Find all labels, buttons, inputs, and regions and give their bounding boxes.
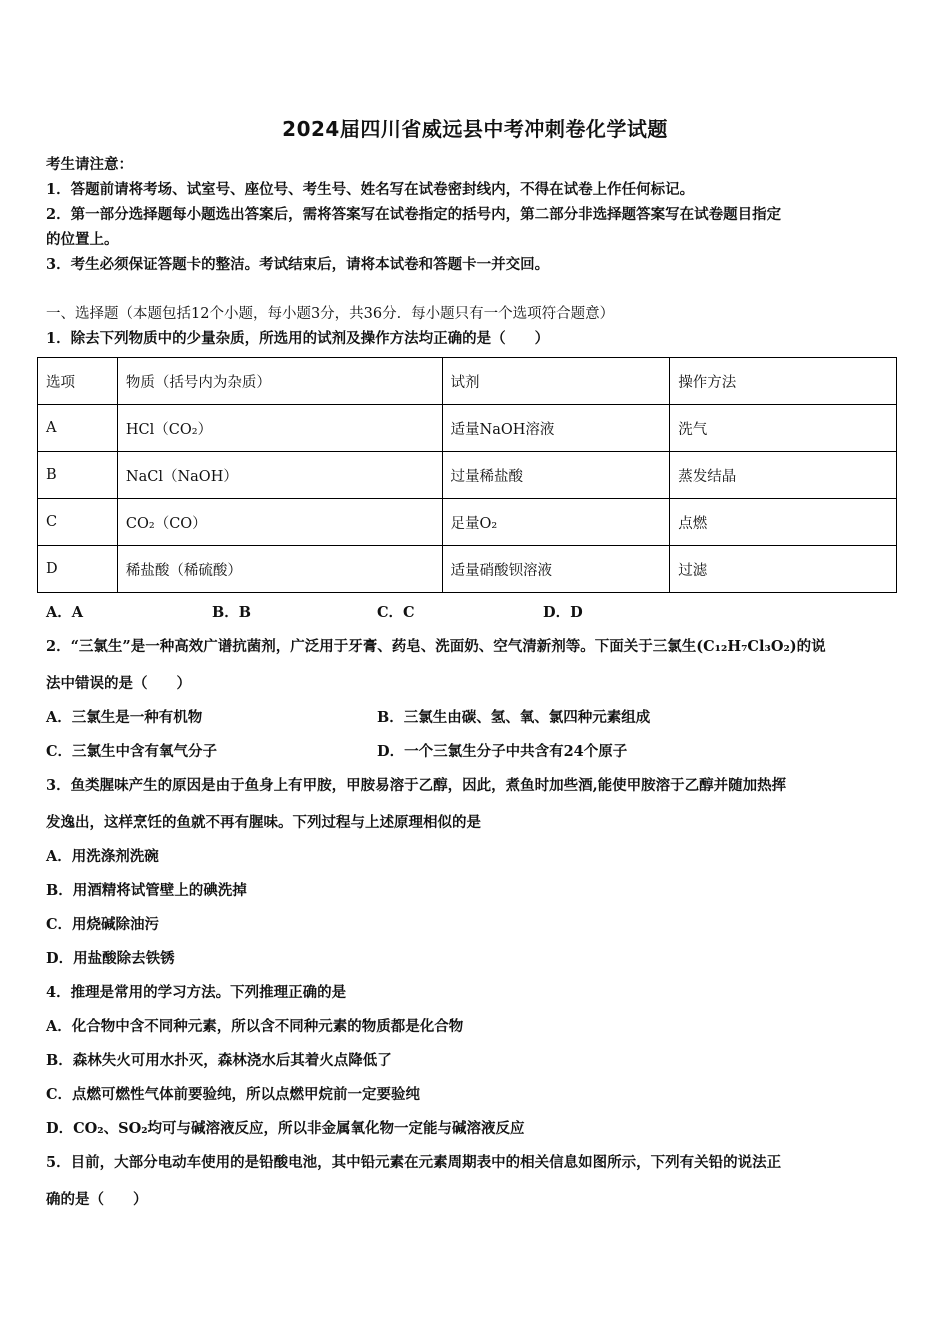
question-2-stem: 2．“三氯生”是一种高效广谱抗菌剂，广泛用于牙膏、药皂、洗面奶、空气清新剂等。下面关于三氯生(C₁₂H₇Cl₃O₂)的说: [46, 638, 826, 655]
notice-item: 的位置上。: [46, 231, 119, 248]
table-cell: NaCl（NaOH）: [117, 452, 442, 499]
table-cell: D: [38, 546, 118, 593]
question-5-stem: 5．目前，大部分电动车使用的是铅酸电池，其中铅元素在元素周期表中的相关信息如图所示，下列有关铅的说法正: [46, 1154, 782, 1171]
question-4-option-d: D．CO₂、SO₂均可与碱溶液反应，所以非金属氧化物一定能与碱溶液反应: [46, 1120, 525, 1137]
question-2-option-d: D．一个三氯生分子中共含有24个原子: [377, 743, 628, 760]
table-cell: A: [38, 405, 118, 452]
table-cell: CO₂（CO）: [117, 499, 442, 546]
question-1-option-a: A．A: [46, 604, 84, 621]
table-header-row: [38, 358, 897, 405]
question-4-option-a: A．化合物中含不同种元素，所以含不同种元素的物质都是化合物: [46, 1018, 464, 1035]
table-cell: 适量硝酸钡溶液: [442, 546, 670, 593]
question-3-option-c: C．用烧碱除油污: [46, 916, 160, 933]
question-1-option-c: C．C: [377, 604, 415, 621]
table-cell: 足量O₂: [442, 499, 670, 546]
table-header-cell: 操作方法: [670, 358, 897, 405]
question-2-option-a: A．三氯生是一种有机物: [46, 709, 203, 726]
question-3-option-a: A．用洗涤剂洗碗: [46, 848, 159, 865]
table-cell: 洗气: [670, 405, 897, 452]
question-3-option-b: B．用酒精将试管壁上的碘洗掉: [46, 882, 247, 899]
question-1-option-b: B．B: [212, 604, 252, 621]
table-cell: 过量稀盐酸: [442, 452, 670, 499]
notice-item: 2．第一部分选择题每小题选出答案后，需将答案写在试卷指定的括号内，第二部分非选择题答案写在试卷题目指定: [46, 206, 782, 223]
question-1-table: [37, 357, 897, 593]
table-cell: 适量NaOH溶液: [442, 405, 670, 452]
table-cell: 蒸发结晶: [670, 452, 897, 499]
table-cell: 稀盐酸（稀硫酸）: [117, 546, 442, 593]
table-row: [38, 546, 897, 593]
question-4-stem: 4．推理是常用的学习方法。下列推理正确的是: [46, 984, 347, 1001]
notice-item: 1．答题前请将考场、试室号、座位号、考生号、姓名写在试卷密封线内，不得在试卷上作任何标记。: [46, 181, 695, 198]
table-header-cell: 试剂: [442, 358, 670, 405]
notice-item: 3．考生必须保证答题卡的整洁。考试结束后，请将本试卷和答题卡一并交回。: [46, 256, 550, 273]
table-header-cell: 选项: [38, 358, 118, 405]
question-3-stem-cont: 发逸出，这样烹饪的鱼就不再有腥味。下列过程与上述原理相似的是: [46, 814, 481, 831]
question-4-option-b: B．森林失火可用水扑灭，森林浇水后其着火点降低了: [46, 1052, 392, 1069]
table-row: [38, 452, 897, 499]
notice-header: 考生请注意：: [46, 156, 133, 173]
question-3-option-d: D．用盐酸除去铁锈: [46, 950, 175, 967]
table-row: [38, 405, 897, 452]
question-1-option-d: D．D: [543, 604, 583, 621]
table-cell: B: [38, 452, 118, 499]
section-heading: 一、选择题（本题包括12个小题，每小题3分，共36分．每小题只有一个选项符合题意）: [46, 306, 615, 322]
table-header-cell: 物质（括号内为杂质）: [117, 358, 442, 405]
table-cell: HCl（CO₂）: [117, 405, 442, 452]
table-cell: 过滤: [670, 546, 897, 593]
table-cell: 点燃: [670, 499, 897, 546]
question-4-option-c: C．点燃可燃性气体前要验纯，所以点燃甲烷前一定要验纯: [46, 1086, 421, 1103]
question-2-option-c: C．三氯生中含有氧气分子: [46, 743, 218, 760]
question-3-stem: 3．鱼类腥味产生的原因是由于鱼身上有甲胺，甲胺易溶于乙醇，因此，煮鱼时加些酒,能使甲胺溶于乙醇并随加热挥: [46, 777, 787, 794]
question-5-stem-cont: 确的是（ ）: [46, 1191, 148, 1208]
page-title: 2024届四川省威远县中考冲刺卷化学试题: [282, 117, 668, 141]
question-2-stem-cont: 法中错误的是（ ）: [46, 675, 191, 692]
table-row: [38, 499, 897, 546]
question-2-option-b: B．三氯生由碳、氢、氧、氯四种元素组成: [377, 709, 651, 726]
question-1-stem: 1．除去下列物质中的少量杂质，所选用的试剂及操作方法均正确的是（ ）: [46, 330, 550, 347]
table-cell: C: [38, 499, 118, 546]
